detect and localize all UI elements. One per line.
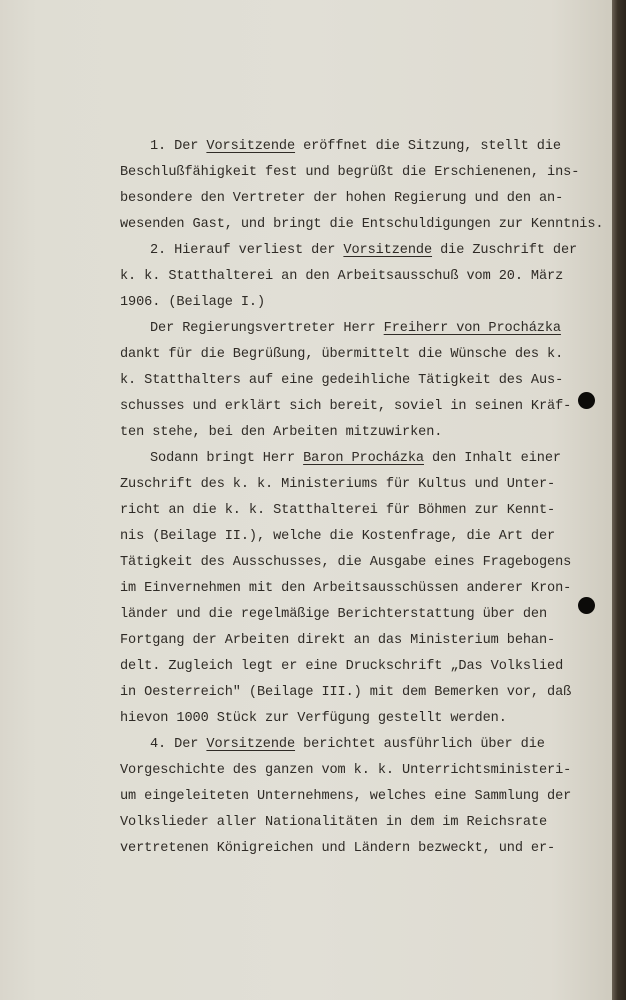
text-line xyxy=(120,344,563,366)
text-line xyxy=(120,656,563,678)
text-line xyxy=(120,708,507,730)
text-line xyxy=(120,812,547,834)
text-segment: hievon 1000 Stück zur Verfügung gestellt werden. xyxy=(120,711,507,726)
underlined-name: Vorsitzende xyxy=(206,737,296,752)
underlined-name: Freiherr von Procházka xyxy=(383,321,561,336)
text-segment: 2. Hierauf verliest der xyxy=(150,243,344,258)
text-line xyxy=(120,526,555,548)
text-segment: Zuschrift des k. k. Ministeriums für Kultus und Unter- xyxy=(120,477,556,492)
text-line xyxy=(120,266,563,288)
text-line xyxy=(120,500,555,522)
text-segment: 1906. (Beilage I.) xyxy=(120,295,266,310)
text-segment: wesenden Gast, und bringt die Entschuldigungen zur Kenntnis. xyxy=(120,217,604,232)
text-segment: 1. Der xyxy=(150,139,207,154)
underlined-name: Vorsitzende xyxy=(343,243,433,258)
text-segment: Der Regierungsvertreter Herr xyxy=(150,321,384,336)
text-segment: k. Statthalters auf eine gedeihliche Tätigkeit des Aus- xyxy=(120,373,564,388)
text-line xyxy=(120,188,563,210)
text-segment: berichtet ausführlich über die xyxy=(295,737,545,752)
text-line xyxy=(120,682,571,704)
underlined-name: Baron Procházka xyxy=(303,451,424,466)
text-line xyxy=(120,474,555,496)
text-segment: in Oesterreich" (Beilage III.) mit dem Bemerken vor, daß xyxy=(120,685,572,700)
text-segment: dankt für die Begrüßung, übermittelt die Wünsche des k. xyxy=(120,347,564,362)
text-segment: Vorgeschichte des ganzen vom k. k. Unterrichtsministeri- xyxy=(120,763,572,778)
text-line xyxy=(150,734,545,756)
text-line xyxy=(150,136,561,158)
text-segment: ten stehe, bei den Arbeiten mitzuwirken. xyxy=(120,425,443,440)
text-line xyxy=(150,448,561,470)
text-segment: Tätigkeit des Ausschusses, die Ausgabe eines Fragebogens xyxy=(120,555,572,570)
text-segment: den Inhalt einer xyxy=(423,451,561,466)
text-segment: schusses und erklärt sich bereit, soviel in seinen Kräf- xyxy=(120,399,572,414)
text-line xyxy=(120,422,442,444)
text-line xyxy=(120,162,579,184)
text-line xyxy=(120,760,571,782)
text-line xyxy=(120,214,603,236)
text-segment: die Zuschrift der xyxy=(432,243,578,258)
text-segment: besondere den Vertreter der hohen Regierung und den an- xyxy=(120,191,564,206)
underlined-name: Vorsitzende xyxy=(206,139,296,154)
text-segment: nis (Beilage II.), welche die Kostenfrage, die Art der xyxy=(120,529,556,544)
text-line xyxy=(150,318,561,340)
text-segment: delt. Zugleich legt er eine Druckschrift „Das Volkslied xyxy=(120,659,564,674)
text-segment: richt an die k. k. Statthalterei für Böhmen zur Kennt- xyxy=(120,503,556,518)
text-line xyxy=(120,604,547,626)
text-line xyxy=(120,578,571,600)
text-segment: Volkslieder aller Nationalitäten in dem im Reichsrate xyxy=(120,815,548,830)
punch-hole-upper xyxy=(578,392,595,409)
text-line xyxy=(120,370,563,392)
text-line xyxy=(120,552,571,574)
text-line xyxy=(120,786,571,808)
text-segment: Sodann bringt Herr xyxy=(150,451,304,466)
page-edge-shadow xyxy=(612,0,626,1000)
text-line xyxy=(120,630,555,652)
text-segment: vertretenen Königreichen und Ländern bezweckt, und er- xyxy=(120,841,556,856)
text-line xyxy=(150,240,577,262)
text-segment: Beschlußfähigkeit fest und begrüßt die Erschienenen, ins- xyxy=(120,165,580,180)
punch-hole-lower xyxy=(578,597,595,614)
text-segment: um eingeleiteten Unternehmens, welches eine Sammlung der xyxy=(120,789,572,804)
text-segment: Fortgang der Arbeiten direkt an das Ministerium behan- xyxy=(120,633,556,648)
text-segment: k. k. Statthalterei an den Arbeitsausschuß vom 20. März xyxy=(120,269,564,284)
text-segment: eröffnet die Sitzung, stellt die xyxy=(295,139,561,154)
text-segment: im Einvernehmen mit den Arbeitsausschüssen anderer Kron- xyxy=(120,581,572,596)
text-line xyxy=(120,838,555,860)
text-line xyxy=(120,292,265,314)
text-line xyxy=(120,396,571,418)
text-segment: länder und die regelmäßige Berichterstattung über den xyxy=(120,607,548,622)
text-segment: 4. Der xyxy=(150,737,207,752)
